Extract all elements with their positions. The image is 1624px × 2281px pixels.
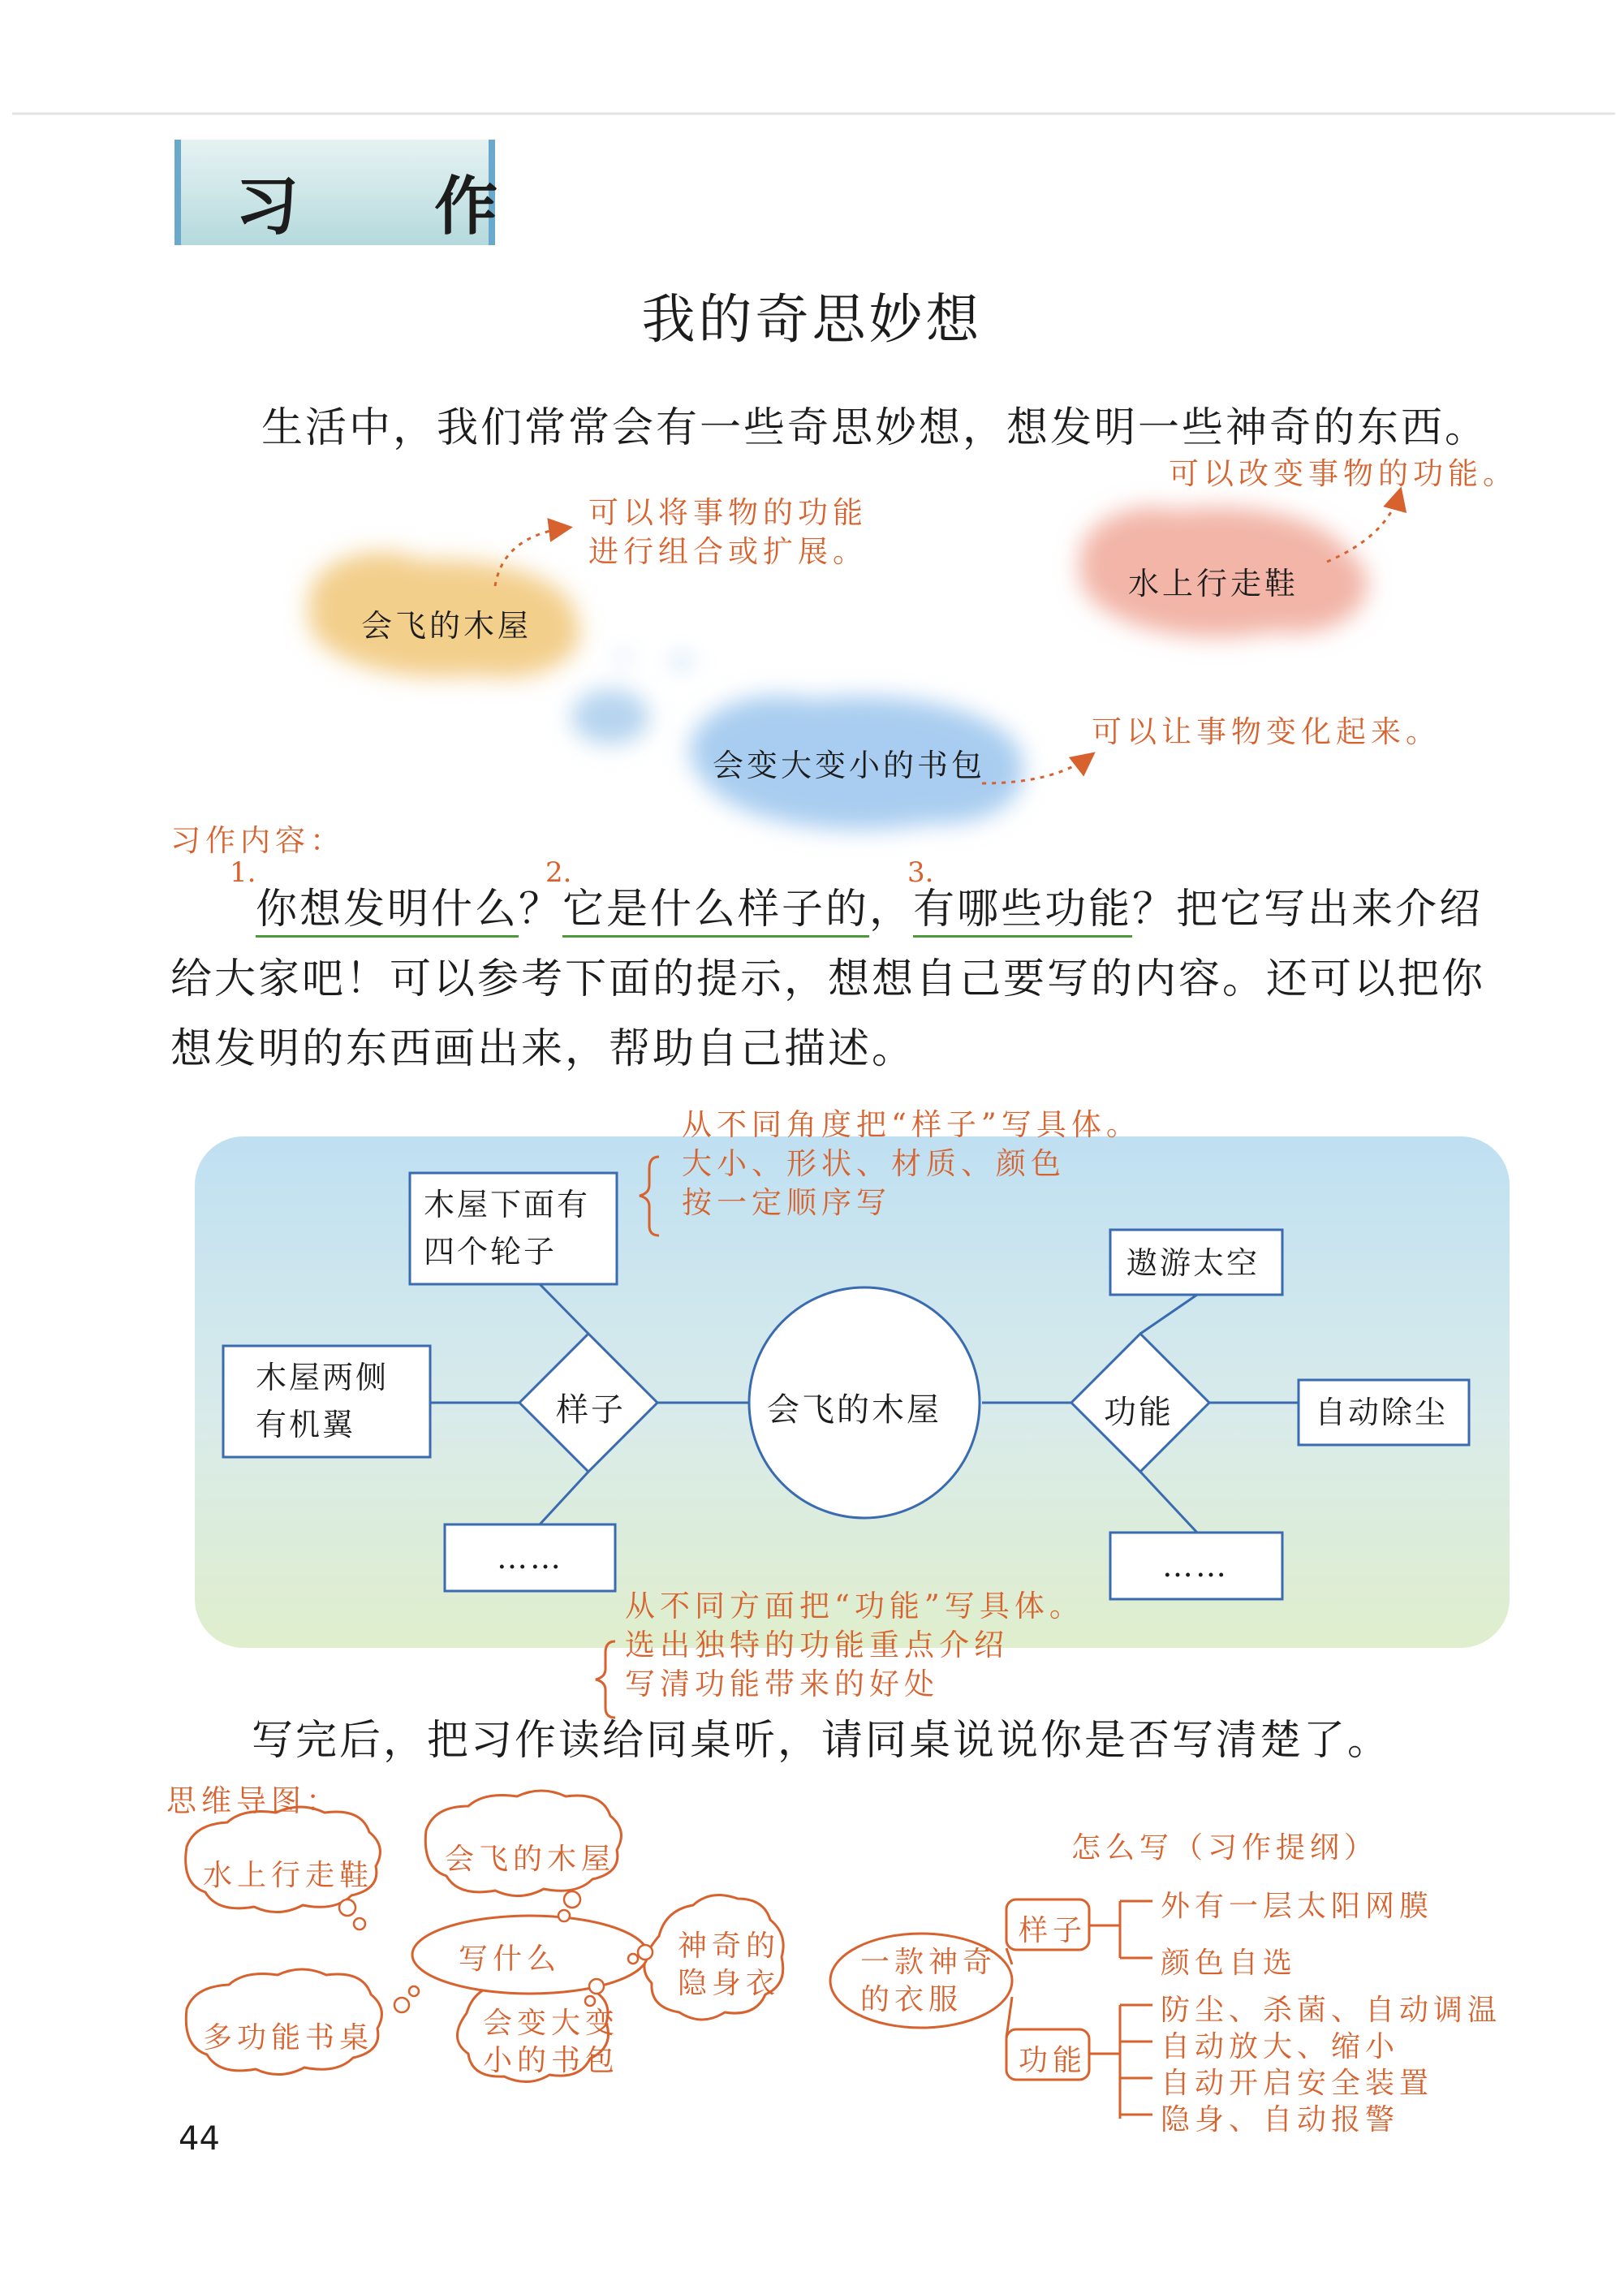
cloud-label-house: 会飞的木屋 <box>361 608 532 644</box>
cloud-puffs <box>571 650 693 744</box>
diagram-note-top <box>682 1106 1141 1222</box>
paragraph-line-1-rest: ？把它写出来介绍 <box>1132 886 1484 934</box>
outline-item-membrane: 外有一层太阳网膜 <box>1161 1890 1434 1923</box>
question-what: 你想发明什么 <box>256 886 519 938</box>
note-combine-line-1: 可以将事物的功能 <box>588 495 868 530</box>
mindmap-label: 思维导图： <box>166 1783 341 1818</box>
marker-2: 2. <box>545 856 572 889</box>
mindmap-item-bag-line-2: 小的书包 <box>483 2044 620 2077</box>
paragraph-line-1 <box>170 875 1534 945</box>
marker-3: 3. <box>907 856 934 889</box>
mindmap-item-shoes: 水上行走鞋 <box>203 1859 374 1892</box>
diagram-note-top-line-1: 从不同角度把“样子”写具体。 <box>682 1107 1141 1142</box>
mindmap-item-coat-line-1: 神奇的 <box>678 1930 781 1963</box>
outline-item-invisible: 隐身、自动报警 <box>1161 2103 1400 2137</box>
marker-1: 1. <box>230 856 256 889</box>
box-wheels-line-2: 四个轮子 <box>424 1234 558 1270</box>
diagram-note-bottom-line-2: 选出独特的功能重点介绍 <box>625 1628 1009 1662</box>
box-space: 遨游太空 <box>1126 1245 1260 1281</box>
section-header-title: 习 作 <box>235 170 555 244</box>
page-number: 44 <box>179 2120 220 2158</box>
question-appearance-mark: ， <box>869 886 914 934</box>
outline-branch-appearance: 样子 <box>1019 1914 1088 1947</box>
outline-root <box>860 1944 997 2019</box>
mindmap-item-coat <box>678 1928 780 2003</box>
outline-item-safety: 自动开启安全装置 <box>1161 2067 1434 2100</box>
outline-item-resize: 自动放大、缩小 <box>1161 2030 1400 2063</box>
mindmap-item-bag <box>483 2005 619 2080</box>
question-what-mark: ？ <box>519 886 563 934</box>
outline-root-line-2: 的衣服 <box>860 1983 963 2016</box>
diagram-hub-appearance: 样子 <box>556 1391 626 1429</box>
outline-item-color: 颜色自选 <box>1161 1947 1298 1980</box>
box-wheels <box>424 1181 590 1275</box>
box-wings <box>256 1354 389 1448</box>
box-wheels-line-1: 木屋下面有 <box>424 1187 591 1222</box>
intro-text: 生活中，我们常常会有一些奇思妙想，想发明一些神奇的东西。 <box>261 404 1489 452</box>
diagram-hub-function: 功能 <box>1104 1394 1174 1431</box>
paragraph-line-2: 给大家吧！可以参考下面的提示，想想自己要写的内容。还可以把你 <box>170 955 1486 1003</box>
note-combine-line-2: 进行组合或扩展。 <box>588 534 868 569</box>
box-wings-line-2: 有机翼 <box>256 1407 356 1442</box>
outline-root-line-1: 一款神奇 <box>860 1946 997 1979</box>
question-appearance: 它是什么样子的 <box>562 886 869 938</box>
outline-item-dustproof: 防尘、杀菌、自动调温 <box>1161 1994 1502 2027</box>
mindmap-center: 写什么 <box>459 1943 562 1976</box>
mindmap-item-bag-line-1: 会变大变 <box>483 2007 620 2040</box>
diagram-note-top-line-2: 大小、形状、材质、颜色 <box>682 1146 1066 1181</box>
diagram-note-bottom <box>625 1587 1084 1704</box>
diagram-center-label: 会飞的木屋 <box>767 1391 941 1429</box>
mindmap-item-desk: 多功能书桌 <box>203 2021 374 2055</box>
note-combine <box>588 494 868 571</box>
page-title: 我的奇思妙想 <box>641 288 983 351</box>
box-right-more: …… <box>1162 1548 1229 1584</box>
question-function: 有哪些功能 <box>913 886 1132 938</box>
box-left-more: …… <box>497 1540 563 1576</box>
diagram-note-bottom-line-3: 写清功能带来的好处 <box>625 1667 939 1701</box>
after-text: 写完后，把习作读给同桌听，请同桌说说你是否写清楚了。 <box>252 1717 1392 1765</box>
diagram-note-top-line-3: 按一定顺序写 <box>682 1185 891 1220</box>
box-dust: 自动除尘 <box>1315 1395 1449 1430</box>
content-paragraph <box>170 875 1534 1084</box>
note-change-function: 可以改变事物的功能。 <box>1169 456 1518 491</box>
mindmap-item-house: 会飞的木屋 <box>445 1843 616 1876</box>
outline-title: 怎么写（习作提纲） <box>1071 1831 1379 1865</box>
cloud-label-shoes: 水上行走鞋 <box>1128 566 1299 602</box>
mindmap-item-coat-line-2: 隐身衣 <box>678 1967 781 2000</box>
cloud-label-bag: 会变大变小的书包 <box>713 748 986 783</box>
content-label: 习作内容： <box>170 823 345 858</box>
diagram-note-bottom-line-1: 从不同方面把“功能”写具体。 <box>625 1589 1084 1623</box>
box-wings-line-1: 木屋两侧 <box>256 1360 390 1395</box>
outline-branch-function: 功能 <box>1019 2044 1088 2077</box>
note-transform: 可以让事物变化起来。 <box>1092 714 1441 749</box>
paragraph-line-3: 想发明的东西画出来，帮助自己描述。 <box>170 1025 916 1073</box>
